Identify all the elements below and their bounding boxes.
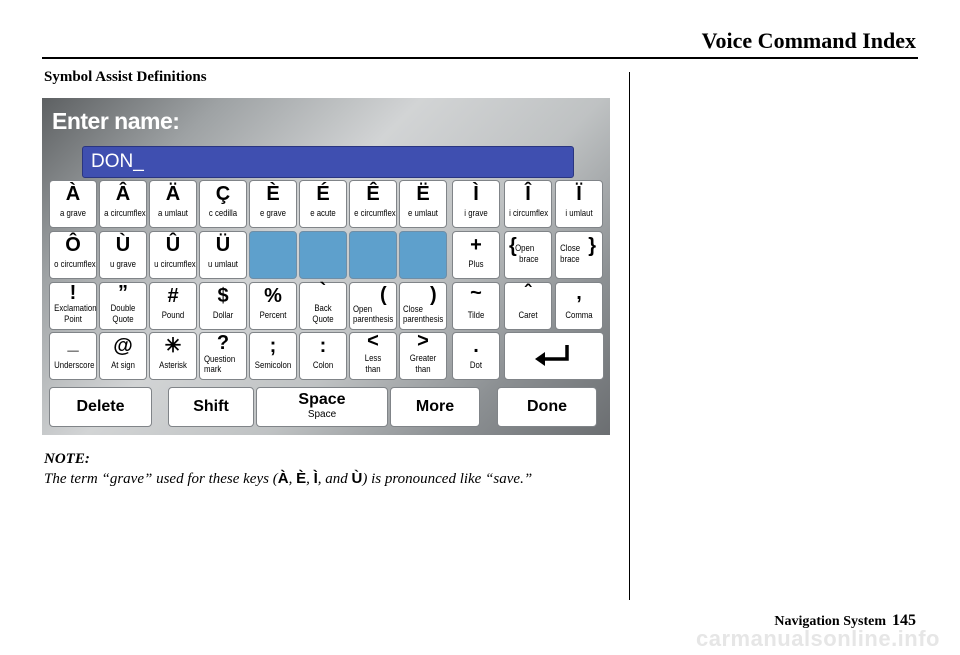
key-a-circumflex[interactable]: Â a circumflex <box>99 180 147 228</box>
enter-key[interactable] <box>504 332 604 380</box>
space-sublabel: Space <box>307 409 337 420</box>
key-i-umlaut[interactable]: Ï i umlaut <box>555 180 603 228</box>
key-pound[interactable]: # Pound <box>149 282 197 330</box>
key-u-umlaut[interactable]: Ü u umlaut <box>199 231 247 279</box>
key-caret[interactable]: ˆ Caret <box>504 282 552 330</box>
key-double-quote[interactable]: ” Double Quote <box>99 282 147 330</box>
key-blank <box>299 231 347 279</box>
key-dot[interactable]: . Dot <box>452 332 500 380</box>
key-percent[interactable]: % Percent <box>249 282 297 330</box>
key-u-grave[interactable]: Ù u grave <box>99 231 147 279</box>
more-button[interactable]: More <box>390 387 480 427</box>
key-close-brace[interactable]: Close brace } <box>555 231 603 279</box>
key-open-brace[interactable]: { Open brace <box>504 231 552 279</box>
key-exclamation-point[interactable]: ! Exclamation Point <box>49 282 97 330</box>
key-colon[interactable]: : Colon <box>299 332 347 380</box>
watermark: carmanualsonline.info <box>696 626 940 651</box>
key-c-cedilla[interactable]: Ç c cedilla <box>199 180 247 228</box>
enter-arrow-icon <box>505 333 605 381</box>
key-underscore[interactable]: _ Underscore <box>49 332 97 380</box>
key-semicolon[interactable]: ; Semicolon <box>249 332 297 380</box>
key-e-grave[interactable]: È e grave <box>249 180 297 228</box>
done-button[interactable]: Done <box>497 387 597 427</box>
key-question-mark[interactable]: ? Question mark <box>199 332 247 380</box>
key-less-than[interactable]: < Less than <box>349 332 397 380</box>
key-plus[interactable]: + Plus <box>452 231 500 279</box>
name-input[interactable]: DON_ <box>82 146 574 178</box>
key-i-grave[interactable]: Ì i grave <box>452 180 500 228</box>
key-e-circumflex[interactable]: Ê e circumflex <box>349 180 397 228</box>
key-tilde[interactable]: ~ Tilde <box>452 282 500 330</box>
key-o-circumflex[interactable]: Ô o circumflex <box>49 231 97 279</box>
key-u-circumflex[interactable]: Û u circumflex <box>149 231 197 279</box>
key-a-umlaut[interactable]: Ä a umlaut <box>149 180 197 228</box>
key-i-circumflex[interactable]: Î i circumflex <box>504 180 552 228</box>
key-open-parenthesis[interactable]: Open ( parenthesis <box>349 282 397 330</box>
header-rule <box>42 57 918 59</box>
key-at-sign[interactable]: @ At sign <box>99 332 147 380</box>
page-number: 145 <box>892 612 916 629</box>
space-button[interactable] <box>256 387 388 427</box>
navigation-screen <box>42 98 610 435</box>
column-divider <box>629 72 630 600</box>
note-text: The term “grave” used for these keys (À, È, Ì, and Ù) is pronounced like “save.” <box>44 470 533 487</box>
key-e-umlaut[interactable]: Ë e umlaut <box>399 180 447 228</box>
section-title: Symbol Assist Definitions <box>44 69 207 85</box>
key-blank <box>249 231 297 279</box>
screen-prompt: Enter name: <box>52 108 180 134</box>
key-blank <box>349 231 397 279</box>
delete-button[interactable]: Delete <box>49 387 152 427</box>
page-header: Voice Command Index <box>701 28 916 53</box>
key-comma[interactable]: , Comma <box>555 282 603 330</box>
space-label: Space <box>298 391 346 408</box>
key-close-parenthesis[interactable]: Close ) parenthesis <box>399 282 447 330</box>
key-blank <box>399 231 447 279</box>
key-dollar[interactable]: $ Dollar <box>199 282 247 330</box>
key-asterisk[interactable]: ✳ Asterisk <box>149 332 197 380</box>
page-footer: Navigation System 145 <box>774 612 916 629</box>
shift-button[interactable]: Shift <box>168 387 254 427</box>
key-e-acute[interactable]: É e acute <box>299 180 347 228</box>
note-label: NOTE: <box>44 451 90 467</box>
key-back-quote[interactable]: ` Back Quote <box>299 282 347 330</box>
key-greater-than[interactable]: > Greater than <box>399 332 447 380</box>
key-a-grave[interactable]: À a grave <box>49 180 97 228</box>
